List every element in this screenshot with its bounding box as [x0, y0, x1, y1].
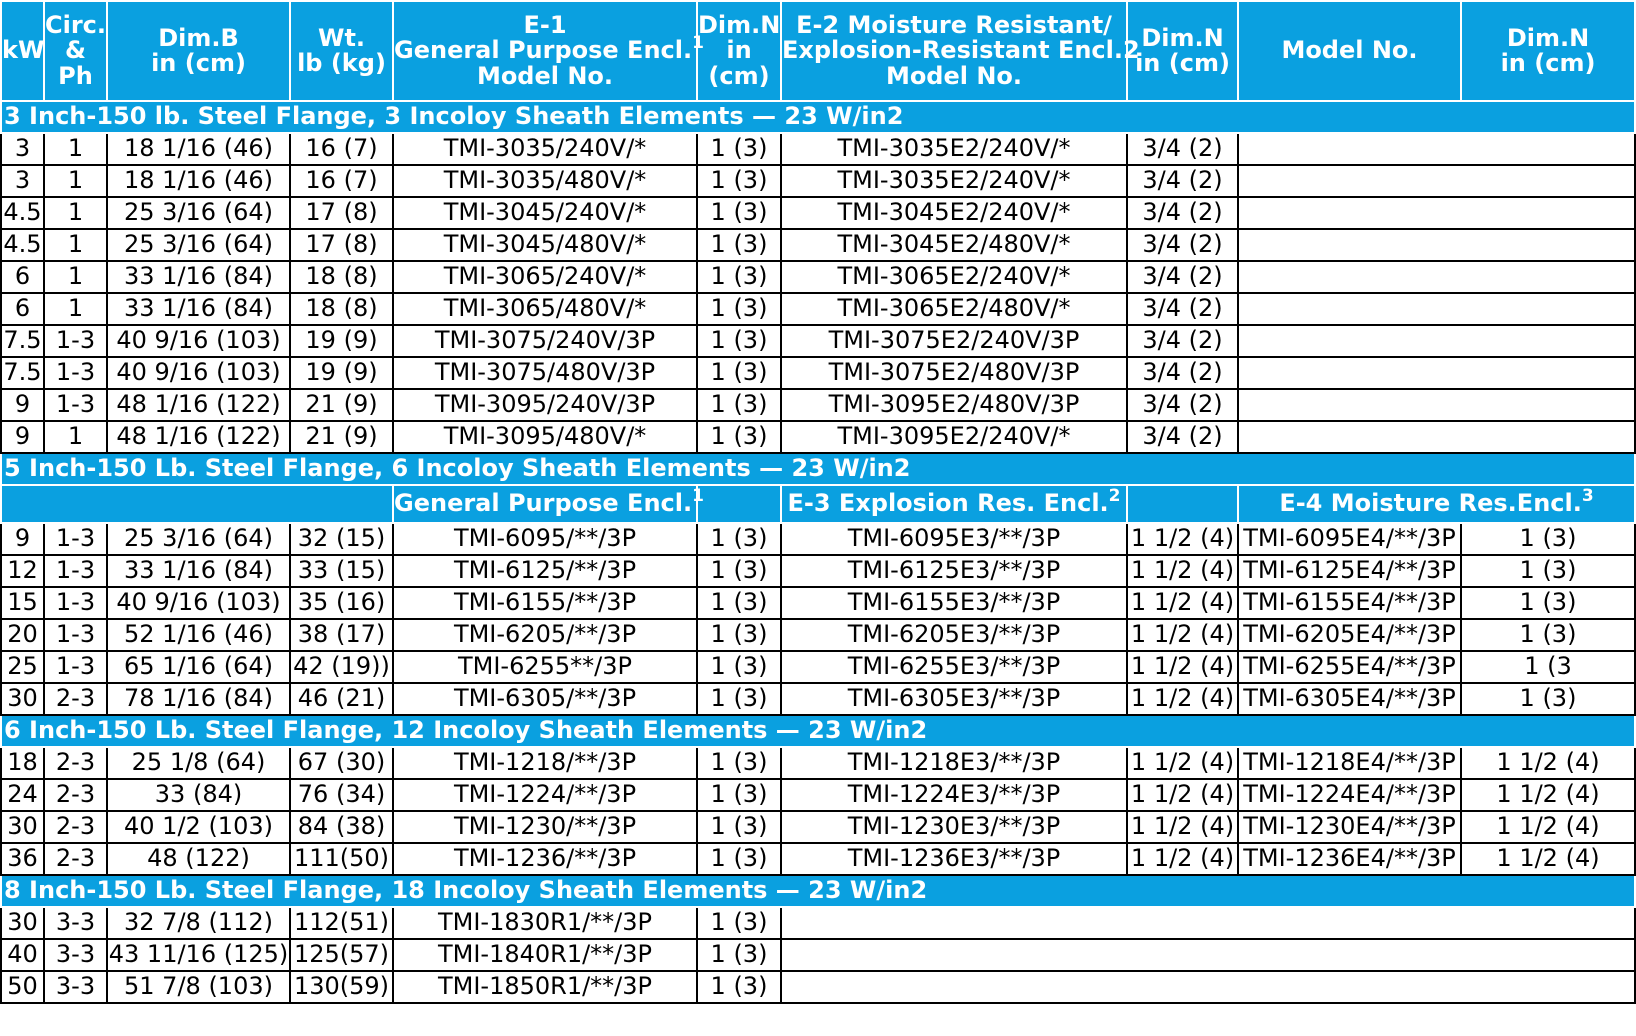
- col-header-model-no: Model No.: [1238, 1, 1461, 101]
- table-cell: TMI-3075/480V/3P: [393, 357, 697, 389]
- subheader-general-purpose: General Purpose Encl.$^1$: [393, 485, 697, 523]
- table-cell: 3/4 (2): [1127, 357, 1238, 389]
- table-cell: 3-3: [44, 971, 107, 1003]
- table-cell: 17 (8): [290, 229, 393, 261]
- col-header-dim-b: Dim.B in (cm): [107, 1, 290, 101]
- table-cell: TMI-3095/480V/*: [393, 421, 697, 453]
- table-cell: TMI-6125E4/**/3P: [1238, 555, 1461, 587]
- table-cell: 1 (3): [697, 971, 781, 1003]
- table-cell: 9: [1, 389, 44, 421]
- table-cell: 1: [44, 293, 107, 325]
- table-cell: 33 1/16 (84): [107, 261, 290, 293]
- table-cell: 1 (3): [697, 555, 781, 587]
- table-cell: TMI-1218E3/**/3P: [781, 747, 1127, 779]
- table-cell: 1 (3): [1461, 587, 1635, 619]
- table-cell: 3/4 (2): [1127, 421, 1238, 453]
- section-heading-row: [1, 715, 1635, 747]
- enclosure-subheader-row: [1, 485, 1635, 523]
- table-cell: 7.5: [1, 357, 44, 389]
- table-cell: 1 (3): [697, 357, 781, 389]
- table-cell: 25 3/16 (64): [107, 197, 290, 229]
- table-cell: 7.5: [1, 325, 44, 357]
- section-heading-row: [1, 453, 1635, 485]
- table-cell: TMI-1224E4/**/3P: [1238, 779, 1461, 811]
- col-header-circ-ph: Circ. & Ph: [44, 1, 107, 101]
- empty-cell: [1238, 133, 1635, 165]
- subheader-spacer: [697, 485, 781, 523]
- table-cell: 48 (122): [107, 843, 290, 875]
- section-heading: 8 Inch-150 Lb. Steel Flange, 18 Incoloy Sheath Elements — 23 W/in2: [1, 875, 1635, 907]
- table-cell: TMI-6095E4/**/3P: [1238, 523, 1461, 555]
- table-cell: TMI-6095E3/**/3P: [781, 523, 1127, 555]
- table-cell: 1-3: [44, 587, 107, 619]
- table-cell: 1: [44, 229, 107, 261]
- table-cell: 1 1/2 (4): [1127, 651, 1238, 683]
- table-cell: 50: [1, 971, 44, 1003]
- table-cell: 3/4 (2): [1127, 293, 1238, 325]
- table-cell: 43 11/16 (125): [107, 939, 290, 971]
- table-cell: 1 (3): [697, 907, 781, 939]
- table-cell: 16 (7): [290, 133, 393, 165]
- empty-cell: [1238, 165, 1635, 197]
- table-cell: TMI-3035/480V/*: [393, 165, 697, 197]
- table-cell: 1: [44, 133, 107, 165]
- table-row: [1, 325, 1635, 357]
- table-cell: 3/4 (2): [1127, 325, 1238, 357]
- section-heading: 5 Inch-150 Lb. Steel Flange, 6 Incoloy Sheath Elements — 23 W/in2: [1, 453, 1635, 485]
- table-cell: 2-3: [44, 779, 107, 811]
- col-header-dim-n-2: Dim.N in (cm): [1127, 1, 1238, 101]
- table-cell: TMI-3095/240V/3P: [393, 389, 697, 421]
- table-cell: 1 (3): [1461, 619, 1635, 651]
- subheader-e4-moisture: E-4 Moisture Res.Encl.$^3$: [1238, 485, 1635, 523]
- table-cell: TMI-1230E4/**/3P: [1238, 811, 1461, 843]
- table-cell: 25 3/16 (64): [107, 523, 290, 555]
- col-header-dim-n-1: Dim.N in (cm): [697, 1, 781, 101]
- empty-cell: [1238, 197, 1635, 229]
- table-cell: 78 1/16 (84): [107, 683, 290, 715]
- table-cell: 30: [1, 811, 44, 843]
- col-header-e2-model: E-2 Moisture Resistant/ Explosion-Resistant Encl.2 Model No.: [781, 1, 1127, 101]
- table-cell: 1 (3): [1461, 523, 1635, 555]
- table-cell: TMI-1840R1/**/3P: [393, 939, 697, 971]
- table-cell: 21 (9): [290, 421, 393, 453]
- table-cell: TMI-6305/**/3P: [393, 683, 697, 715]
- table-cell: 15: [1, 587, 44, 619]
- table-row: [1, 261, 1635, 293]
- empty-cell: [781, 971, 1635, 1003]
- table-cell: 2-3: [44, 747, 107, 779]
- table-cell: 17 (8): [290, 197, 393, 229]
- empty-cell: [1238, 229, 1635, 261]
- table-cell: 18 (8): [290, 261, 393, 293]
- table-cell: 1 (3): [697, 619, 781, 651]
- col-header-dim-n-3: Dim.N in (cm): [1461, 1, 1635, 101]
- table-cell: 3/4 (2): [1127, 197, 1238, 229]
- table-cell: 1 1/2 (4): [1127, 683, 1238, 715]
- table-row: [1, 651, 1635, 683]
- table-cell: TMI-1830R1/**/3P: [393, 907, 697, 939]
- table-cell: 24: [1, 779, 44, 811]
- table-cell: 65 1/16 (64): [107, 651, 290, 683]
- empty-cell: [781, 939, 1635, 971]
- table-cell: 38 (17): [290, 619, 393, 651]
- table-cell: TMI-1218E4/**/3P: [1238, 747, 1461, 779]
- table-cell: 1: [44, 421, 107, 453]
- table-cell: 51 7/8 (103): [107, 971, 290, 1003]
- table-cell: TMI-3065/240V/*: [393, 261, 697, 293]
- table-cell: 40 1/2 (103): [107, 811, 290, 843]
- table-cell: TMI-1230E3/**/3P: [781, 811, 1127, 843]
- table-cell: 1 (3): [697, 229, 781, 261]
- subheader-spacer: [1127, 485, 1238, 523]
- table-cell: TMI-3075/240V/3P: [393, 325, 697, 357]
- table-cell: TMI-3045E2/480V/*: [781, 229, 1127, 261]
- table-cell: 18 1/16 (46): [107, 133, 290, 165]
- table-row: [1, 971, 1635, 1003]
- section-heading: 6 Inch-150 Lb. Steel Flange, 12 Incoloy Sheath Elements — 23 W/in2: [1, 715, 1635, 747]
- table-cell: 1 (3): [697, 389, 781, 421]
- table-cell: TMI-3065E2/480V/*: [781, 293, 1127, 325]
- table-cell: 1 1/2 (4): [1127, 555, 1238, 587]
- table-cell: 4.5: [1, 229, 44, 261]
- table-cell: 30: [1, 683, 44, 715]
- table-cell: 48 1/16 (122): [107, 389, 290, 421]
- table-cell: TMI-1850R1/**/3P: [393, 971, 697, 1003]
- table-cell: TMI-6255E3/**/3P: [781, 651, 1127, 683]
- table-cell: 3-3: [44, 939, 107, 971]
- table-cell: TMI-6205/**/3P: [393, 619, 697, 651]
- table-cell: 3: [1, 133, 44, 165]
- table-cell: 1 1/2 (4): [1461, 747, 1635, 779]
- table-cell: 20: [1, 619, 44, 651]
- table-cell: TMI-3065/480V/*: [393, 293, 697, 325]
- table-row: [1, 165, 1635, 197]
- table-cell: 111(50): [290, 843, 393, 875]
- table-cell: TMI-3035E2/240V/*: [781, 165, 1127, 197]
- table-row: [1, 619, 1635, 651]
- table-cell: 1 (3): [1461, 555, 1635, 587]
- table-row: [1, 587, 1635, 619]
- table-cell: 3/4 (2): [1127, 165, 1238, 197]
- table-cell: 1-3: [44, 523, 107, 555]
- table-cell: 1 1/2 (4): [1461, 843, 1635, 875]
- table-cell: TMI-6255E4/**/3P: [1238, 651, 1461, 683]
- table-cell: 3/4 (2): [1127, 133, 1238, 165]
- table-cell: 19 (9): [290, 357, 393, 389]
- empty-cell: [1238, 389, 1635, 421]
- table-cell: 18: [1, 747, 44, 779]
- table-cell: 40: [1, 939, 44, 971]
- table-row: [1, 421, 1635, 453]
- table-cell: 2-3: [44, 683, 107, 715]
- table-body: [1, 101, 1635, 1003]
- table-cell: 1 (3: [1461, 651, 1635, 683]
- table-cell: 1-3: [44, 389, 107, 421]
- table-cell: 1 (3): [697, 779, 781, 811]
- empty-cell: [781, 907, 1635, 939]
- table-cell: 1 1/2 (4): [1127, 523, 1238, 555]
- table-cell: TMI-6205E4/**/3P: [1238, 619, 1461, 651]
- table-cell: 1 (3): [697, 325, 781, 357]
- empty-cell: [1238, 325, 1635, 357]
- table-cell: 1 (3): [697, 133, 781, 165]
- table-row: [1, 523, 1635, 555]
- table-cell: 18 1/16 (46): [107, 165, 290, 197]
- table-row: [1, 555, 1635, 587]
- table-cell: TMI-6155E3/**/3P: [781, 587, 1127, 619]
- table-cell: TMI-3065E2/240V/*: [781, 261, 1127, 293]
- table-cell: 12: [1, 555, 44, 587]
- table-cell: 1 (3): [697, 939, 781, 971]
- table-cell: 33 (84): [107, 779, 290, 811]
- table-cell: 36: [1, 843, 44, 875]
- table-cell: TMI-6125/**/3P: [393, 555, 697, 587]
- table-cell: 9: [1, 523, 44, 555]
- table-cell: TMI-1224/**/3P: [393, 779, 697, 811]
- table-cell: TMI-1224E3/**/3P: [781, 779, 1127, 811]
- table-cell: 4.5: [1, 197, 44, 229]
- subheader-e3-explosion: E-3 Explosion Res. Encl.$^2$: [781, 485, 1127, 523]
- table-cell: 1-3: [44, 619, 107, 651]
- table-cell: 1 (3): [697, 165, 781, 197]
- table-cell: 35 (16): [290, 587, 393, 619]
- table-cell: 1-3: [44, 325, 107, 357]
- col-header-weight: Wt. lb (kg): [290, 1, 393, 101]
- table-cell: 1 (3): [1461, 683, 1635, 715]
- table-cell: 1 (3): [697, 747, 781, 779]
- table-cell: 1 1/2 (4): [1127, 587, 1238, 619]
- table-cell: TMI-3075E2/240V/3P: [781, 325, 1127, 357]
- table-cell: 33 1/16 (84): [107, 555, 290, 587]
- table-cell: 3-3: [44, 907, 107, 939]
- table-cell: 1-3: [44, 651, 107, 683]
- empty-cell: [1238, 421, 1635, 453]
- table-cell: 1 (3): [697, 811, 781, 843]
- table-cell: 1: [44, 197, 107, 229]
- table-cell: 76 (34): [290, 779, 393, 811]
- table-cell: TMI-6095/**/3P: [393, 523, 697, 555]
- table-cell: 40 9/16 (103): [107, 357, 290, 389]
- table-cell: 1 (3): [697, 197, 781, 229]
- table-cell: 25 1/8 (64): [107, 747, 290, 779]
- empty-cell: [1238, 293, 1635, 325]
- table-row: [1, 683, 1635, 715]
- table-row: [1, 293, 1635, 325]
- table-cell: TMI-1236E3/**/3P: [781, 843, 1127, 875]
- table-cell: 1: [44, 165, 107, 197]
- table-cell: 130(59): [290, 971, 393, 1003]
- table-cell: 46 (21): [290, 683, 393, 715]
- table-cell: 1 1/2 (4): [1127, 747, 1238, 779]
- table-cell: 1 (3): [697, 261, 781, 293]
- table-cell: TMI-6305E3/**/3P: [781, 683, 1127, 715]
- table-cell: 1 (3): [697, 293, 781, 325]
- table-cell: 18 (8): [290, 293, 393, 325]
- table-cell: 3/4 (2): [1127, 229, 1238, 261]
- table-cell: TMI-3045/480V/*: [393, 229, 697, 261]
- section-heading-row: [1, 101, 1635, 133]
- table-cell: TMI-1218/**/3P: [393, 747, 697, 779]
- table-cell: TMI-6155/**/3P: [393, 587, 697, 619]
- table-cell: 33 (15): [290, 555, 393, 587]
- table-cell: TMI-6255**/3P: [393, 651, 697, 683]
- table-cell: TMI-3035E2/240V/*: [781, 133, 1127, 165]
- table-cell: 42 (19)): [290, 651, 393, 683]
- table-cell: 32 7/8 (112): [107, 907, 290, 939]
- table-row: [1, 133, 1635, 165]
- table-cell: 3/4 (2): [1127, 389, 1238, 421]
- table-cell: TMI-6305E4/**/3P: [1238, 683, 1461, 715]
- table-row: [1, 843, 1635, 875]
- table-cell: TMI-1236/**/3P: [393, 843, 697, 875]
- table-cell: 1 1/2 (4): [1127, 779, 1238, 811]
- table-cell: 48 1/16 (122): [107, 421, 290, 453]
- subheader-spacer: [1, 485, 393, 523]
- table-cell: 33 1/16 (84): [107, 293, 290, 325]
- table-cell: 52 1/16 (46): [107, 619, 290, 651]
- table-row: [1, 229, 1635, 261]
- table-cell: 1: [44, 261, 107, 293]
- table-cell: 40 9/16 (103): [107, 587, 290, 619]
- table-cell: 1 (3): [697, 843, 781, 875]
- table-cell: 1 1/2 (4): [1461, 779, 1635, 811]
- table-cell: 2-3: [44, 811, 107, 843]
- table-cell: TMI-3035/240V/*: [393, 133, 697, 165]
- table-cell: 1 1/2 (4): [1127, 619, 1238, 651]
- table-cell: 19 (9): [290, 325, 393, 357]
- table-cell: 112(51): [290, 907, 393, 939]
- table-row: [1, 779, 1635, 811]
- col-header-kw: kW: [1, 1, 44, 101]
- table-cell: 1 1/2 (4): [1127, 843, 1238, 875]
- table-header-row: [1, 1, 1635, 101]
- table-cell: 21 (9): [290, 389, 393, 421]
- table-row: [1, 197, 1635, 229]
- table-cell: 6: [1, 293, 44, 325]
- table-cell: 1 (3): [697, 683, 781, 715]
- table-cell: TMI-3095E2/480V/3P: [781, 389, 1127, 421]
- section-heading-row: [1, 875, 1635, 907]
- table-cell: TMI-3045/240V/*: [393, 197, 697, 229]
- table-cell: 30: [1, 907, 44, 939]
- table-cell: TMI-1236E4/**/3P: [1238, 843, 1461, 875]
- table-cell: 67 (30): [290, 747, 393, 779]
- table-cell: 1-3: [44, 555, 107, 587]
- table-cell: TMI-3075E2/480V/3P: [781, 357, 1127, 389]
- table-row: [1, 357, 1635, 389]
- table-row: [1, 747, 1635, 779]
- table-cell: 6: [1, 261, 44, 293]
- table-cell: 1 1/2 (4): [1127, 811, 1238, 843]
- table-cell: 1 (3): [697, 651, 781, 683]
- table-cell: 1 (3): [697, 523, 781, 555]
- table-cell: 3: [1, 165, 44, 197]
- table-cell: 1 (3): [697, 421, 781, 453]
- table-cell: 1 (3): [697, 587, 781, 619]
- table-cell: 16 (7): [290, 165, 393, 197]
- table-cell: 125(57): [290, 939, 393, 971]
- empty-cell: [1238, 261, 1635, 293]
- table-cell: 25 3/16 (64): [107, 229, 290, 261]
- table-cell: TMI-3045E2/240V/*: [781, 197, 1127, 229]
- table-cell: 84 (38): [290, 811, 393, 843]
- empty-cell: [1238, 357, 1635, 389]
- table-cell: 2-3: [44, 843, 107, 875]
- table-row: [1, 907, 1635, 939]
- table-cell: 3/4 (2): [1127, 261, 1238, 293]
- table-cell: TMI-1230/**/3P: [393, 811, 697, 843]
- table-cell: TMI-6125E3/**/3P: [781, 555, 1127, 587]
- table-cell: 32 (15): [290, 523, 393, 555]
- table-cell: 9: [1, 421, 44, 453]
- table-cell: TMI-6155E4/**/3P: [1238, 587, 1461, 619]
- table-cell: 1-3: [44, 357, 107, 389]
- table-cell: TMI-6205E3/**/3P: [781, 619, 1127, 651]
- col-header-e1-model: E-1 General Purpose Encl.$^1$ Model No.: [393, 1, 697, 101]
- table-cell: 40 9/16 (103): [107, 325, 290, 357]
- table-cell: TMI-3095E2/240V/*: [781, 421, 1127, 453]
- table-row: [1, 389, 1635, 421]
- table-row: [1, 939, 1635, 971]
- table-row: [1, 811, 1635, 843]
- table-cell: 1 1/2 (4): [1461, 811, 1635, 843]
- section-heading: 3 Inch-150 lb. Steel Flange, 3 Incoloy Sheath Elements — 23 W/in2: [1, 101, 1635, 133]
- table-cell: 25: [1, 651, 44, 683]
